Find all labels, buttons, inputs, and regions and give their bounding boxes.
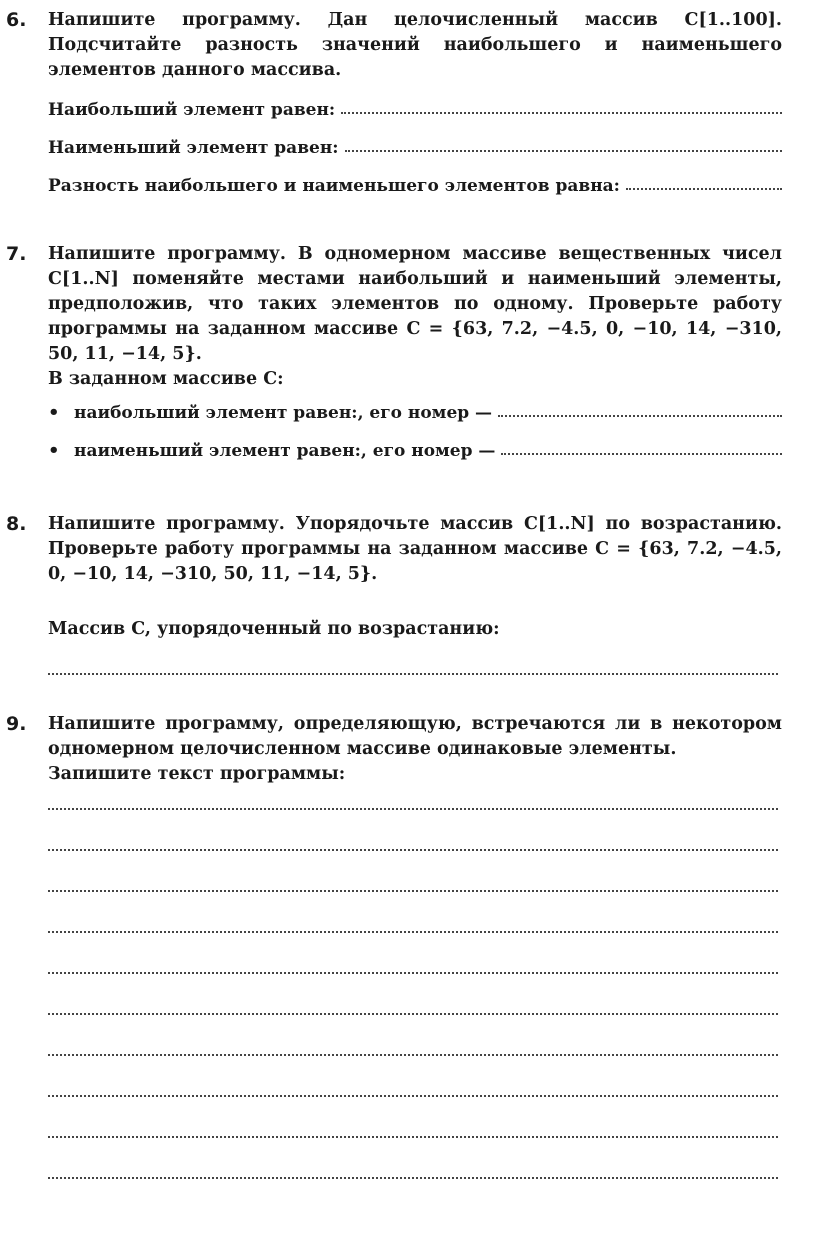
task-8 (6, 512, 782, 675)
bullet-label: наибольший элемент равен: (74, 403, 358, 423)
program-line[interactable] (48, 971, 778, 974)
task-7 (6, 242, 782, 464)
program-line[interactable] (48, 1176, 778, 1179)
diff-answer-field[interactable] (626, 172, 782, 190)
program-line[interactable] (48, 1094, 778, 1097)
program-answer-lines (6, 807, 782, 1179)
bullet-min (48, 438, 782, 464)
max-answer-line (48, 97, 782, 123)
program-line[interactable] (48, 848, 778, 851)
task-number: 6. (6, 9, 27, 31)
task-text: Напишите программу. В одномерном массиве вещественных чисел C[1..N] поменяйте местами наибольший и наименьший элементы, предположив, что таких элементов по одному. Проверьте работу программы на заданном массиве C = {63, 7.2, −4.5, 0, −10, 14, −310, 50, 11, −14, 5}. (48, 244, 782, 364)
max-answer-field[interactable] (341, 96, 782, 114)
max-label: Наибольший элемент равен: (48, 100, 336, 120)
program-line[interactable] (48, 1135, 778, 1138)
min-index-field[interactable] (501, 437, 782, 455)
task-number: 7. (6, 243, 27, 265)
program-line[interactable] (48, 807, 778, 810)
bullet-icon: • (48, 440, 60, 461)
max-index-field[interactable] (498, 399, 782, 417)
program-line[interactable] (48, 1012, 778, 1015)
bullet-label: наименьший элемент равен: (74, 441, 361, 461)
task-number: 8. (6, 513, 27, 535)
task-6 (6, 8, 782, 199)
answer-label: Массив C, упорядоченный по возрастанию: (48, 619, 500, 639)
task-text: Напишите программу. Дан целочисленный массив C[1..100]. Подсчитайте разность значений наибольшего и наименьшего элементов данного массива. (48, 10, 782, 80)
min-answer-line (48, 135, 782, 161)
sub-label: В заданном массиве C: (48, 369, 284, 389)
program-line[interactable] (48, 930, 778, 933)
min-answer-field[interactable] (345, 134, 782, 152)
task-text: Напишите программу, определяющую, встречаются ли в некотором одномерном целочисленном массиве одинаковые элементы. (48, 714, 782, 759)
task-number: 9. (6, 713, 27, 735)
bullet-icon: • (48, 402, 60, 423)
bullet-index-label: , его номер — (357, 403, 493, 423)
bullet-max (48, 400, 782, 426)
diff-answer-line (48, 173, 782, 199)
min-label: Наименьший элемент равен: (48, 138, 339, 158)
program-line[interactable] (48, 1053, 778, 1056)
task-9 (6, 712, 782, 1179)
task-text: Напишите программу. Упорядочьте массив C[1..N] по возрастанию. Проверьте работу программы на заданном массиве C = {63, 7.2, −4.5, 0, −10, 14, −310, 50, 11, −14, 5}. (48, 514, 782, 584)
answer-label: Запишите текст программы: (48, 764, 346, 784)
program-line[interactable] (48, 889, 778, 892)
sorted-array-answer-line[interactable] (48, 672, 778, 675)
bullet-index-label: , его номер — (360, 441, 496, 461)
diff-label: Разность наибольшего и наименьшего элементов равна: (48, 176, 620, 196)
